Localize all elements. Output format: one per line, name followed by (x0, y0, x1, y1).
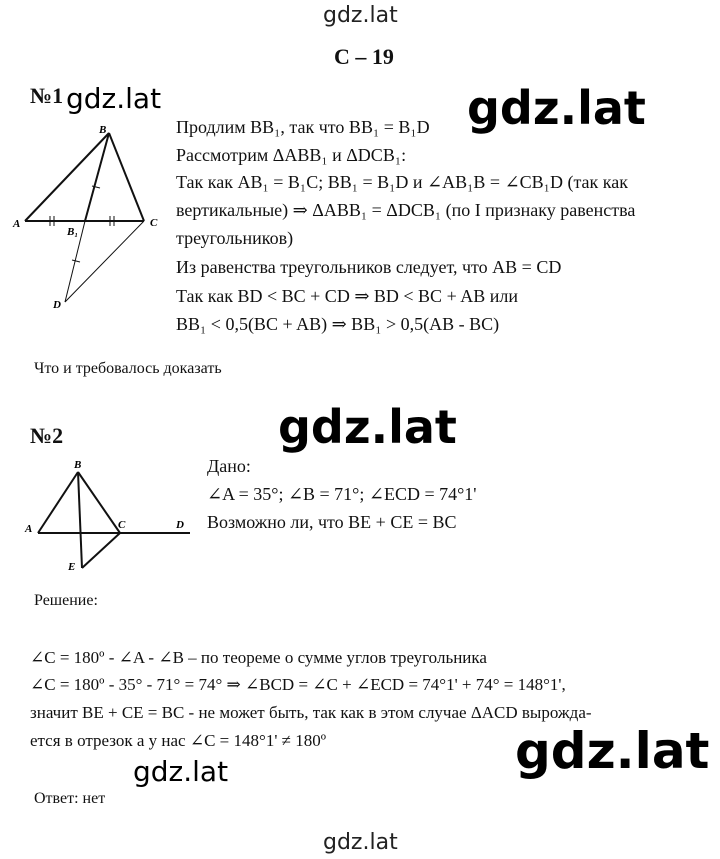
segment-bc (109, 133, 144, 221)
problem-1-line-2: Рассмотрим ΔABB₁ и ΔDCB₁: (176, 145, 407, 165)
label-a: A (13, 218, 21, 230)
problem-2-given-3: Возможно ли, что BE + CE = BC (207, 512, 457, 532)
problem-2-number: №2 (30, 423, 64, 448)
solution-line-3: значит BE + CE = BC - не может быть, так как в этом случае ΔACD вырожда- (30, 703, 592, 722)
problem-1-line-3: Так как AB₁ = B₁C; BB₁ = B₁D и ∠AB₁B = ∠CB₁D (так как (176, 172, 628, 192)
watermark-big-2: gdz.lat (278, 400, 457, 454)
segment-ab (38, 472, 78, 533)
problem-1-number: №1 (30, 83, 64, 108)
label-b: B (74, 459, 82, 471)
solution-line-1: ∠C = 180º - ∠A - ∠B – по теореме о сумме углов треугольника (30, 648, 487, 667)
label-b1: B₁ (67, 226, 79, 238)
watermark-big-1: gdz.lat (467, 81, 646, 135)
label-c: C (118, 519, 126, 531)
solution-line-4: ется в отрезок а у нас ∠C = 148°1' ≠ 180º (30, 731, 326, 750)
label-b: B (99, 124, 107, 136)
watermark-top: gdz.lat (323, 3, 398, 28)
problem-2-given-1: Дано: (207, 456, 251, 476)
label-d: D (53, 299, 61, 311)
solution-heading: Решение: (34, 592, 98, 609)
problem-2-figure (20, 455, 200, 575)
problem-1-line-1: Продлим BB₁, так что BB₁ = B₁D (176, 117, 430, 137)
solution-line-2: ∠C = 180º - 35° - 71° = 74° ⇒ ∠BCD = ∠C + ∠ECD = 74°1' + 74° = 148°1', (30, 675, 566, 694)
problem-1-line-5: треугольников) (176, 228, 294, 248)
segment-be (78, 472, 82, 568)
watermark-bottom: gdz.lat (323, 830, 398, 855)
label-a: A (25, 523, 33, 535)
label-d: D (176, 519, 184, 531)
watermark-big-3: gdz.lat (515, 722, 710, 780)
problem-1-line-4: вертикальные) ⇒ ΔABB₁ = ΔDCB₁ (по I признаку равенства (176, 200, 636, 220)
label-e: E (68, 561, 76, 573)
problem-1-line-7: Так как BD < BC + CD ⇒ BD < BC + AB или (176, 286, 518, 306)
segment-ec (82, 533, 120, 568)
watermark-inline: gdz.lat (66, 82, 162, 115)
problem-1-figure (10, 118, 170, 318)
problem-1-conclusion: Что и требовалось доказать (34, 360, 222, 377)
segment-bc (78, 472, 120, 533)
page-title: С – 19 (334, 44, 394, 69)
problem-1-line-8: BB₁ < 0,5(BC + AB) ⇒ BB₁ > 0,5(AB - BC) (176, 314, 500, 334)
watermark-small: gdz.lat (133, 755, 229, 788)
problem-2-given-2: ∠A = 35°; ∠B = 71°; ∠ECD = 74°1' (207, 484, 477, 504)
answer: Ответ: нет (34, 790, 106, 807)
label-c: C (150, 217, 158, 229)
problem-1-line-6: Из равенства треугольников следует, что AB = CD (176, 257, 562, 277)
